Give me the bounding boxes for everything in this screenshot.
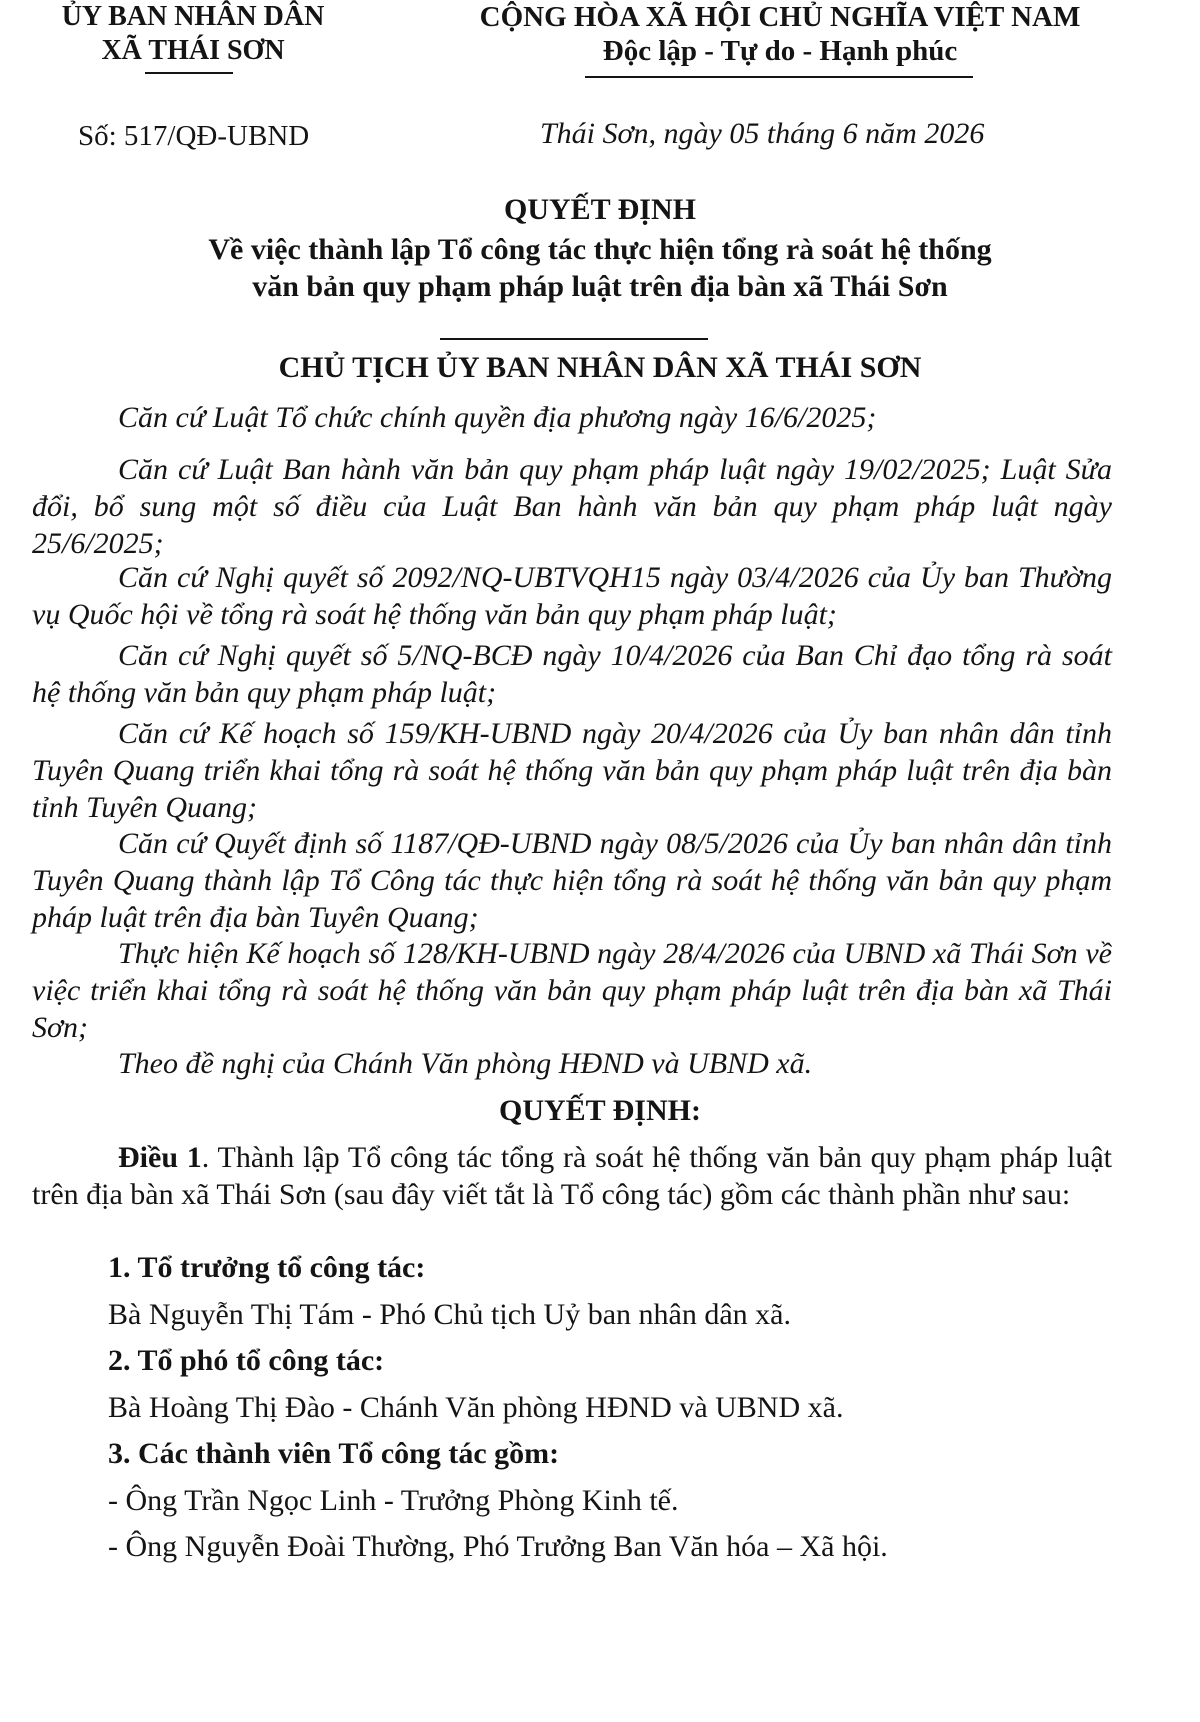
member-item: - Ông Trần Ngọc Linh - Trưởng Phòng Kinh tế.	[108, 1484, 679, 1517]
legal-basis-6: Căn cứ Quyết định số 1187/QĐ-UBND ngày 08/5/2026 của Ủy ban nhân dân tỉnh Tuyên Quang thành lập Tổ Công tác thực hiện tổng rà soát hệ thống văn bản quy phạm pháp luật trên địa bàn Tuyên Quang;	[32, 827, 1112, 934]
member-item: - Ông Nguyễn Đoài Thường, Phó Trưởng Ban Văn hóa – Xã hội.	[108, 1530, 888, 1563]
article-1	[32, 1139, 1112, 1213]
national-motto	[400, 0, 1160, 68]
legal-basis-2: Căn cứ Luật Ban hành văn bản quy phạm pháp luật ngày 19/02/2025; Luật Sửa đổi, bổ sung một số điều của Luật Ban hành văn bản quy phạm pháp luật ngày 25/6/2025;	[32, 453, 1112, 560]
document-date: Thái Sơn, ngày 05 tháng 6 năm 2026	[540, 117, 985, 150]
agency-underline	[145, 72, 233, 74]
issuing-authority: CHỦ TỊCH ỦY BAN NHÂN DÂN XÃ THÁI SƠN	[278, 351, 922, 384]
document-number: Số: 517/QĐ-UBND	[78, 120, 310, 152]
legal-basis-8: Theo đề nghị của Chánh Văn phòng HĐND và UBND xã.	[118, 1047, 813, 1080]
deputy-heading: 2. Tổ phó tổ công tác:	[108, 1344, 385, 1377]
legal-basis-4: Căn cứ Nghị quyết số 5/NQ-BCĐ ngày 10/4/2026 của Ban Chỉ đạo tổng rà soát hệ thống văn bản quy phạm pháp luật;	[32, 639, 1112, 709]
agency-line-2: XÃ THÁI SƠN	[101, 35, 285, 66]
motto-underline	[585, 76, 973, 78]
nation-line-1: CỘNG HÒA XÃ HỘI CHỦ NGHĨA VIỆT NAM	[479, 1, 1081, 33]
leader-entry: Bà Nguyễn Thị Tám - Phó Chủ tịch Uỷ ban nhân dân xã.	[108, 1298, 791, 1331]
article-1-text: . Thành lập Tổ công tác tổng rà soát hệ thống văn bản quy phạm pháp luật trên địa bàn xã Thái Sơn (sau đây viết tắt là Tổ công tác) gồm các thành phần như sau:	[32, 1141, 1112, 1211]
legal-basis-1: Căn cứ Luật Tổ chức chính quyền địa phương ngày 16/6/2025;	[118, 401, 877, 434]
nation-line-2: Độc lập - Tự do - Hạnh phúc	[602, 35, 958, 67]
subject-line-2: văn bản quy phạm pháp luật trên địa bàn xã Thái Sơn	[252, 270, 948, 303]
legal-basis-7: Thực hiện Kế hoạch số 128/KH-UBND ngày 28/4/2026 của UBND xã Thái Sơn về việc triển khai tổng rà soát hệ thống văn bản quy phạm pháp luật trên địa bàn xã Thái Sơn;	[32, 937, 1112, 1044]
legal-basis-5: Căn cứ Kế hoạch số 159/KH-UBND ngày 20/4/2026 của Ủy ban nhân dân tỉnh Tuyên Quang triển khai tổng rà soát hệ thống văn bản quy phạm pháp luật trên địa bàn tỉnh Tuyên Quang;	[32, 717, 1112, 824]
issuing-agency	[38, 0, 348, 68]
legal-basis-3: Căn cứ Nghị quyết số 2092/NQ-UBTVQH15 ngày 03/4/2026 của Ủy ban Thường vụ Quốc hội về tổng rà soát hệ thống văn bản quy phạm pháp luật;	[32, 561, 1112, 631]
subject-line-1: Về việc thành lập Tổ công tác thực hiện tổng rà soát hệ thống	[208, 233, 992, 266]
title-underline	[440, 338, 708, 340]
article-1-label: Điều 1	[118, 1141, 202, 1174]
deputy-entry: Bà Hoàng Thị Đào - Chánh Văn phòng HĐND và UBND xã.	[108, 1391, 844, 1424]
decision-heading: QUYẾT ĐỊNH:	[499, 1094, 701, 1127]
agency-line-1: ỦY BAN NHÂN DÂN	[61, 1, 325, 32]
document-title: QUYẾT ĐỊNH	[504, 193, 696, 226]
members-heading: 3. Các thành viên Tổ công tác gồm:	[108, 1437, 560, 1470]
leader-heading: 1. Tổ trưởng tổ công tác:	[108, 1251, 426, 1284]
